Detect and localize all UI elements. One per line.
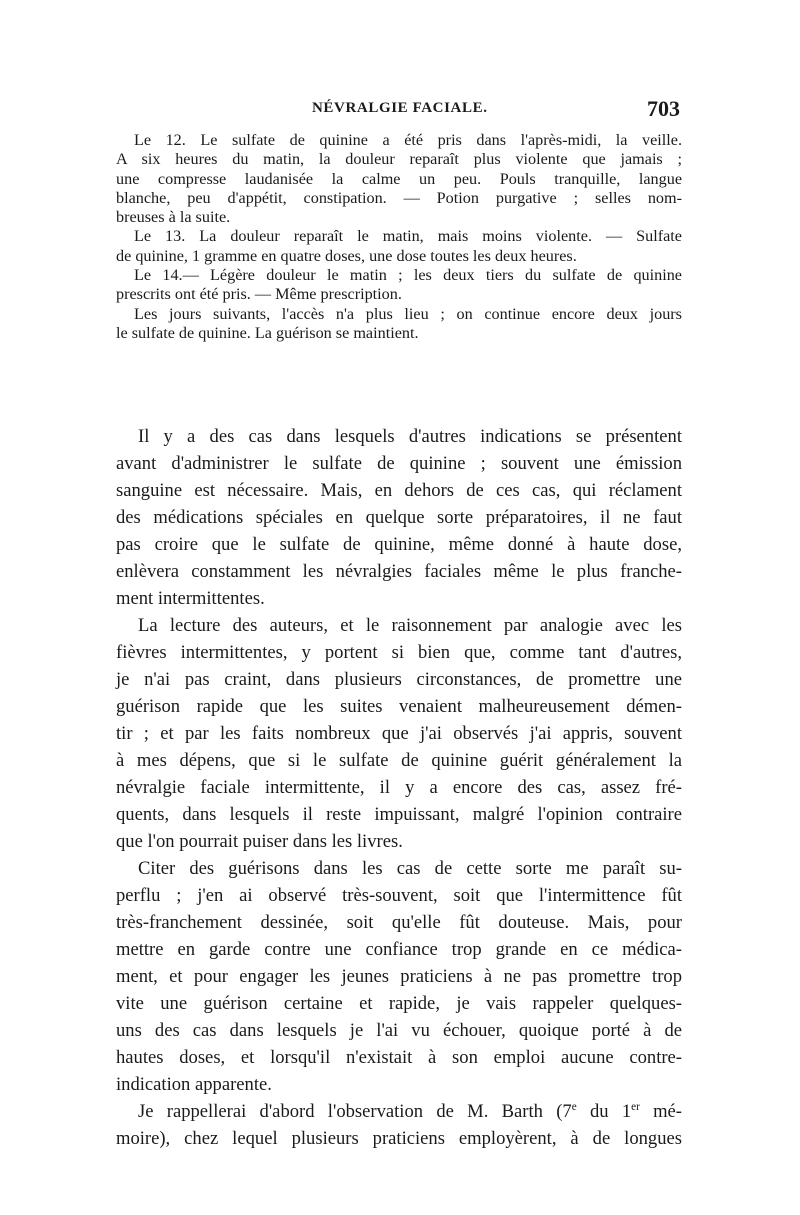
text-line: prescrits ont été pris. — Même prescription. (116, 285, 402, 304)
text-line: A six heures du matin, la douleur reparaît plus violente que jamais ; (116, 150, 682, 169)
text-line: de quinine, 1 gramme en quatre doses, une dose toutes les deux heures. (116, 246, 577, 265)
paragraph-2 (116, 612, 682, 855)
text-fragment: du 1 (576, 1101, 632, 1122)
paragraph-1 (116, 423, 682, 612)
text-line: névralgie faciale intermittente, il y a encore des cas, assez fré- (116, 777, 682, 798)
text-line: Citer des guérisons dans les cas de cette sorte me paraît su- (138, 858, 682, 879)
text-fragment: Je rappellerai d'abord l'observation de M. Barth (7 (138, 1101, 572, 1122)
text-line: le sulfate de quinine. La guérison se maintient. (116, 323, 419, 342)
text-line: hautes doses, et lorsqu'il n'existait à son emploi aucune contre- (116, 1047, 682, 1068)
text-line: je n'ai pas craint, dans plusieurs circonstances, de promettre une (116, 669, 682, 690)
text-line: uns des cas dans lesquels je l'ai vu échouer, quoique porté à de (116, 1020, 682, 1041)
text-line: tir ; et par les faits nombreux que j'ai observés j'ai appris, souvent (116, 723, 682, 744)
text-line: vite une guérison certaine et rapide, je vais rappeler quelques- (116, 993, 682, 1014)
case-note-following-days (116, 305, 682, 344)
text-line: mettre en garde contre une confiance trop grande en ce médica- (116, 939, 682, 960)
case-note-day-14 (116, 266, 682, 305)
paragraph-4 (116, 1098, 682, 1152)
text-line: des médications spéciales en quelque sorte préparatoires, il ne faut (116, 507, 682, 528)
text-fragment: mé- (639, 1101, 683, 1122)
text-line: ment, et pour engager les jeunes praticiens à ne pas promettre trop (116, 966, 682, 987)
page-header (116, 96, 682, 126)
text-line: Les jours suivants, l'accès n'a plus lieu ; on continue encore deux jours (134, 304, 682, 323)
text-line: fièvres intermittentes, y portent si bien que, comme tant d'autres, (116, 642, 682, 663)
text-line: pas croire que le sulfate de quinine, même donné à haute dose, (116, 534, 682, 555)
text-line: sanguine est nécessaire. Mais, en dehors de ces cas, qui réclament (116, 480, 682, 501)
text-line: perflu ; j'en ai observé très-souvent, soit que l'intermittence fût (116, 885, 682, 906)
text-line: très-franchement dessinée, soit qu'elle fût douteuse. Mais, pour (116, 912, 682, 933)
case-notes (116, 131, 682, 343)
text-line: ment intermittentes. (116, 588, 265, 609)
text-line: avant d'administrer le sulfate de quinine ; souvent une émission (116, 453, 682, 474)
text-line: Le 13. La douleur reparaît le matin, mais moins violente. — Sulfate (134, 227, 682, 246)
text-line (116, 1098, 682, 1125)
text-line: guérison rapide que les suites venaient malheureusement démen- (116, 696, 682, 717)
text-line: Il y a des cas dans lesquels d'autres indications se présentent (138, 426, 682, 447)
text-line: que l'on pourrait puiser dans les livres. (116, 831, 403, 852)
text-line: quents, dans lesquels il reste impuissant, malgré l'opinion contraire (116, 804, 682, 825)
page-number: 703 (647, 96, 680, 121)
main-text (116, 423, 682, 1152)
text-line: Le 14.— Légère douleur le matin ; les deux tiers du sulfate de quinine (134, 266, 682, 285)
text-line: enlèvera constamment les névralgies faciales même le plus franche- (116, 561, 682, 582)
text-line: indication apparente. (116, 1074, 272, 1095)
superscript: e (571, 1100, 577, 1113)
text-line: breuses à la suite. (116, 208, 231, 227)
text-line: à mes dépens, que si le sulfate de quinine guérit généralement la (116, 750, 682, 771)
text-line: blanche, peu d'appétit, constipation. — Potion purgative ; selles nom- (116, 188, 682, 207)
case-note-day-12 (116, 131, 682, 227)
text-line: une compresse laudanisée la calme un peu. Pouls tranquille, langue (116, 169, 682, 188)
paragraph-3 (116, 855, 682, 1098)
running-title: NÉVRALGIE FACIALE. (312, 100, 488, 116)
superscript: er (631, 1100, 640, 1113)
case-note-day-13 (116, 227, 682, 266)
text-line: moire), chez lequel plusieurs praticiens employèrent, à de longues (116, 1128, 682, 1149)
text-line: La lecture des auteurs, et le raisonnement par analogie avec les (138, 615, 682, 636)
text-line: Le 12. Le sulfate de quinine a été pris dans l'après-midi, la veille. (134, 131, 682, 149)
